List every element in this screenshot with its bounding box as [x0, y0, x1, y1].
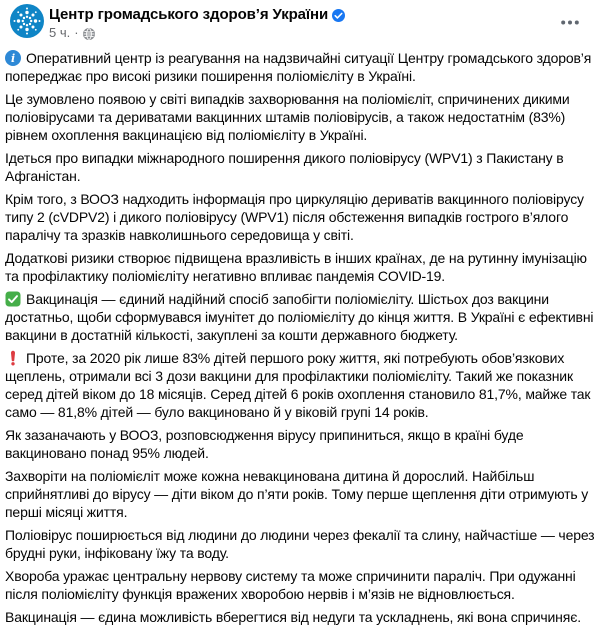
svg-text:i: i	[10, 52, 16, 66]
post-paragraph: Ідеться про випадки міжнародного поширення дикого поліовірусу (WPV1) з Пакистану в Афганістан.	[5, 150, 564, 184]
post-paragraph: Хвороба уражає центральну нервову систему та може спричинити параліч. При одужанні після поліомієліту функція вражених хворобою нервів і м’язів не відновлюється.	[5, 568, 576, 602]
avatar[interactable]	[10, 4, 44, 38]
post-paragraph: Проте, за 2020 рік лише 83% дітей першого року життя, які потребують обов’язкових щеплень, отримали всі 3 дози вакцини для профілактики поліомієліту. Такий же показник серед дітей віком до 18 місяців. Серед дітей 6 років охоплення становило 81,7%, майже так само — 81,8% дітей — було вакциновано й у віковій групі 14 років.	[5, 350, 591, 420]
post-paragraph: i Оперативний центр із реагування на надзвичайні ситуації Центру громадського здоров’я попереджає про високі ризики поширення поліомієліту в Україні.	[5, 50, 592, 84]
post-paragraph: Це зумовлено появою у світі випадків захворювання на поліомієліт, спричинених дикими поліовірусами та дериватами вакцинних штамів поліовірусів, а також недостатнім (83%) рівнем охоплення вакцинацією від поліомієліту в Україні.	[5, 91, 570, 143]
post-paragraph: Захворіти на поліомієліт може кожна невакцинована дитина й дорослий. Найбільш сприйнятливі до вірусу — діти віком до п’яти років. Тому перше щеплення діти отримують у перші місяці життя.	[5, 468, 589, 520]
info-icon	[5, 50, 21, 66]
ellipsis-icon	[561, 20, 579, 25]
timestamp[interactable]: 5 ч.	[49, 25, 71, 40]
post-paragraph: Додаткові ризики створює підвищена вразливість в інших країнах, де на рутинну імунізацію та профілактику поліомієліту негативно впливає пандемія COVID-19.	[5, 250, 587, 284]
post-paragraph: Крім того, з ВООЗ надходить інформація про циркуляцію дериватів вакцинного поліовірусу типу 2 (cVDPV2) і дикого поліовірусу (WPV1) після обстеження випадків гострого в’ялого паралічу та зразків навколишнього середовища у світі.	[5, 191, 584, 243]
check-icon	[5, 291, 21, 307]
post-paragraph: Вакцинація — єдиний надійний спосіб запобігти поліомієліту. Шістьох доз вакцини достатньо, щоби сформувався імунітет до поліомієліту до кінця життя. В Україні є ефективні вакцини в достатній кількості, закуплені за кошти державного бюджету.	[5, 291, 594, 343]
phc-logo-icon	[10, 4, 44, 38]
post-header	[0, 0, 604, 43]
post-paragraph: Як зазаначають у ВООЗ, розповсюдження вірусу припиниться, якщо в країні буде вакциновано понад 95% людей.	[5, 427, 524, 461]
header-text	[49, 4, 345, 41]
post-paragraph: Поліовірус поширюється від людини до людини через фекалії та слину, найчастіше — через брудні руки, інфіковану їжу та воду.	[5, 527, 595, 561]
post-paragraph: Вакцинація — єдина можливість вберегтися від недуги та ускладнень, які вона спричиняє.	[5, 609, 581, 625]
page-name-link[interactable]: Центр громадського здоров’я України	[49, 6, 329, 23]
exclamation-icon	[5, 350, 21, 366]
public-globe-icon	[83, 28, 95, 40]
meta-separator: ·	[74, 25, 79, 40]
post-body	[0, 43, 604, 626]
more-options-button[interactable]	[556, 12, 584, 32]
verified-badge-icon	[332, 9, 345, 22]
